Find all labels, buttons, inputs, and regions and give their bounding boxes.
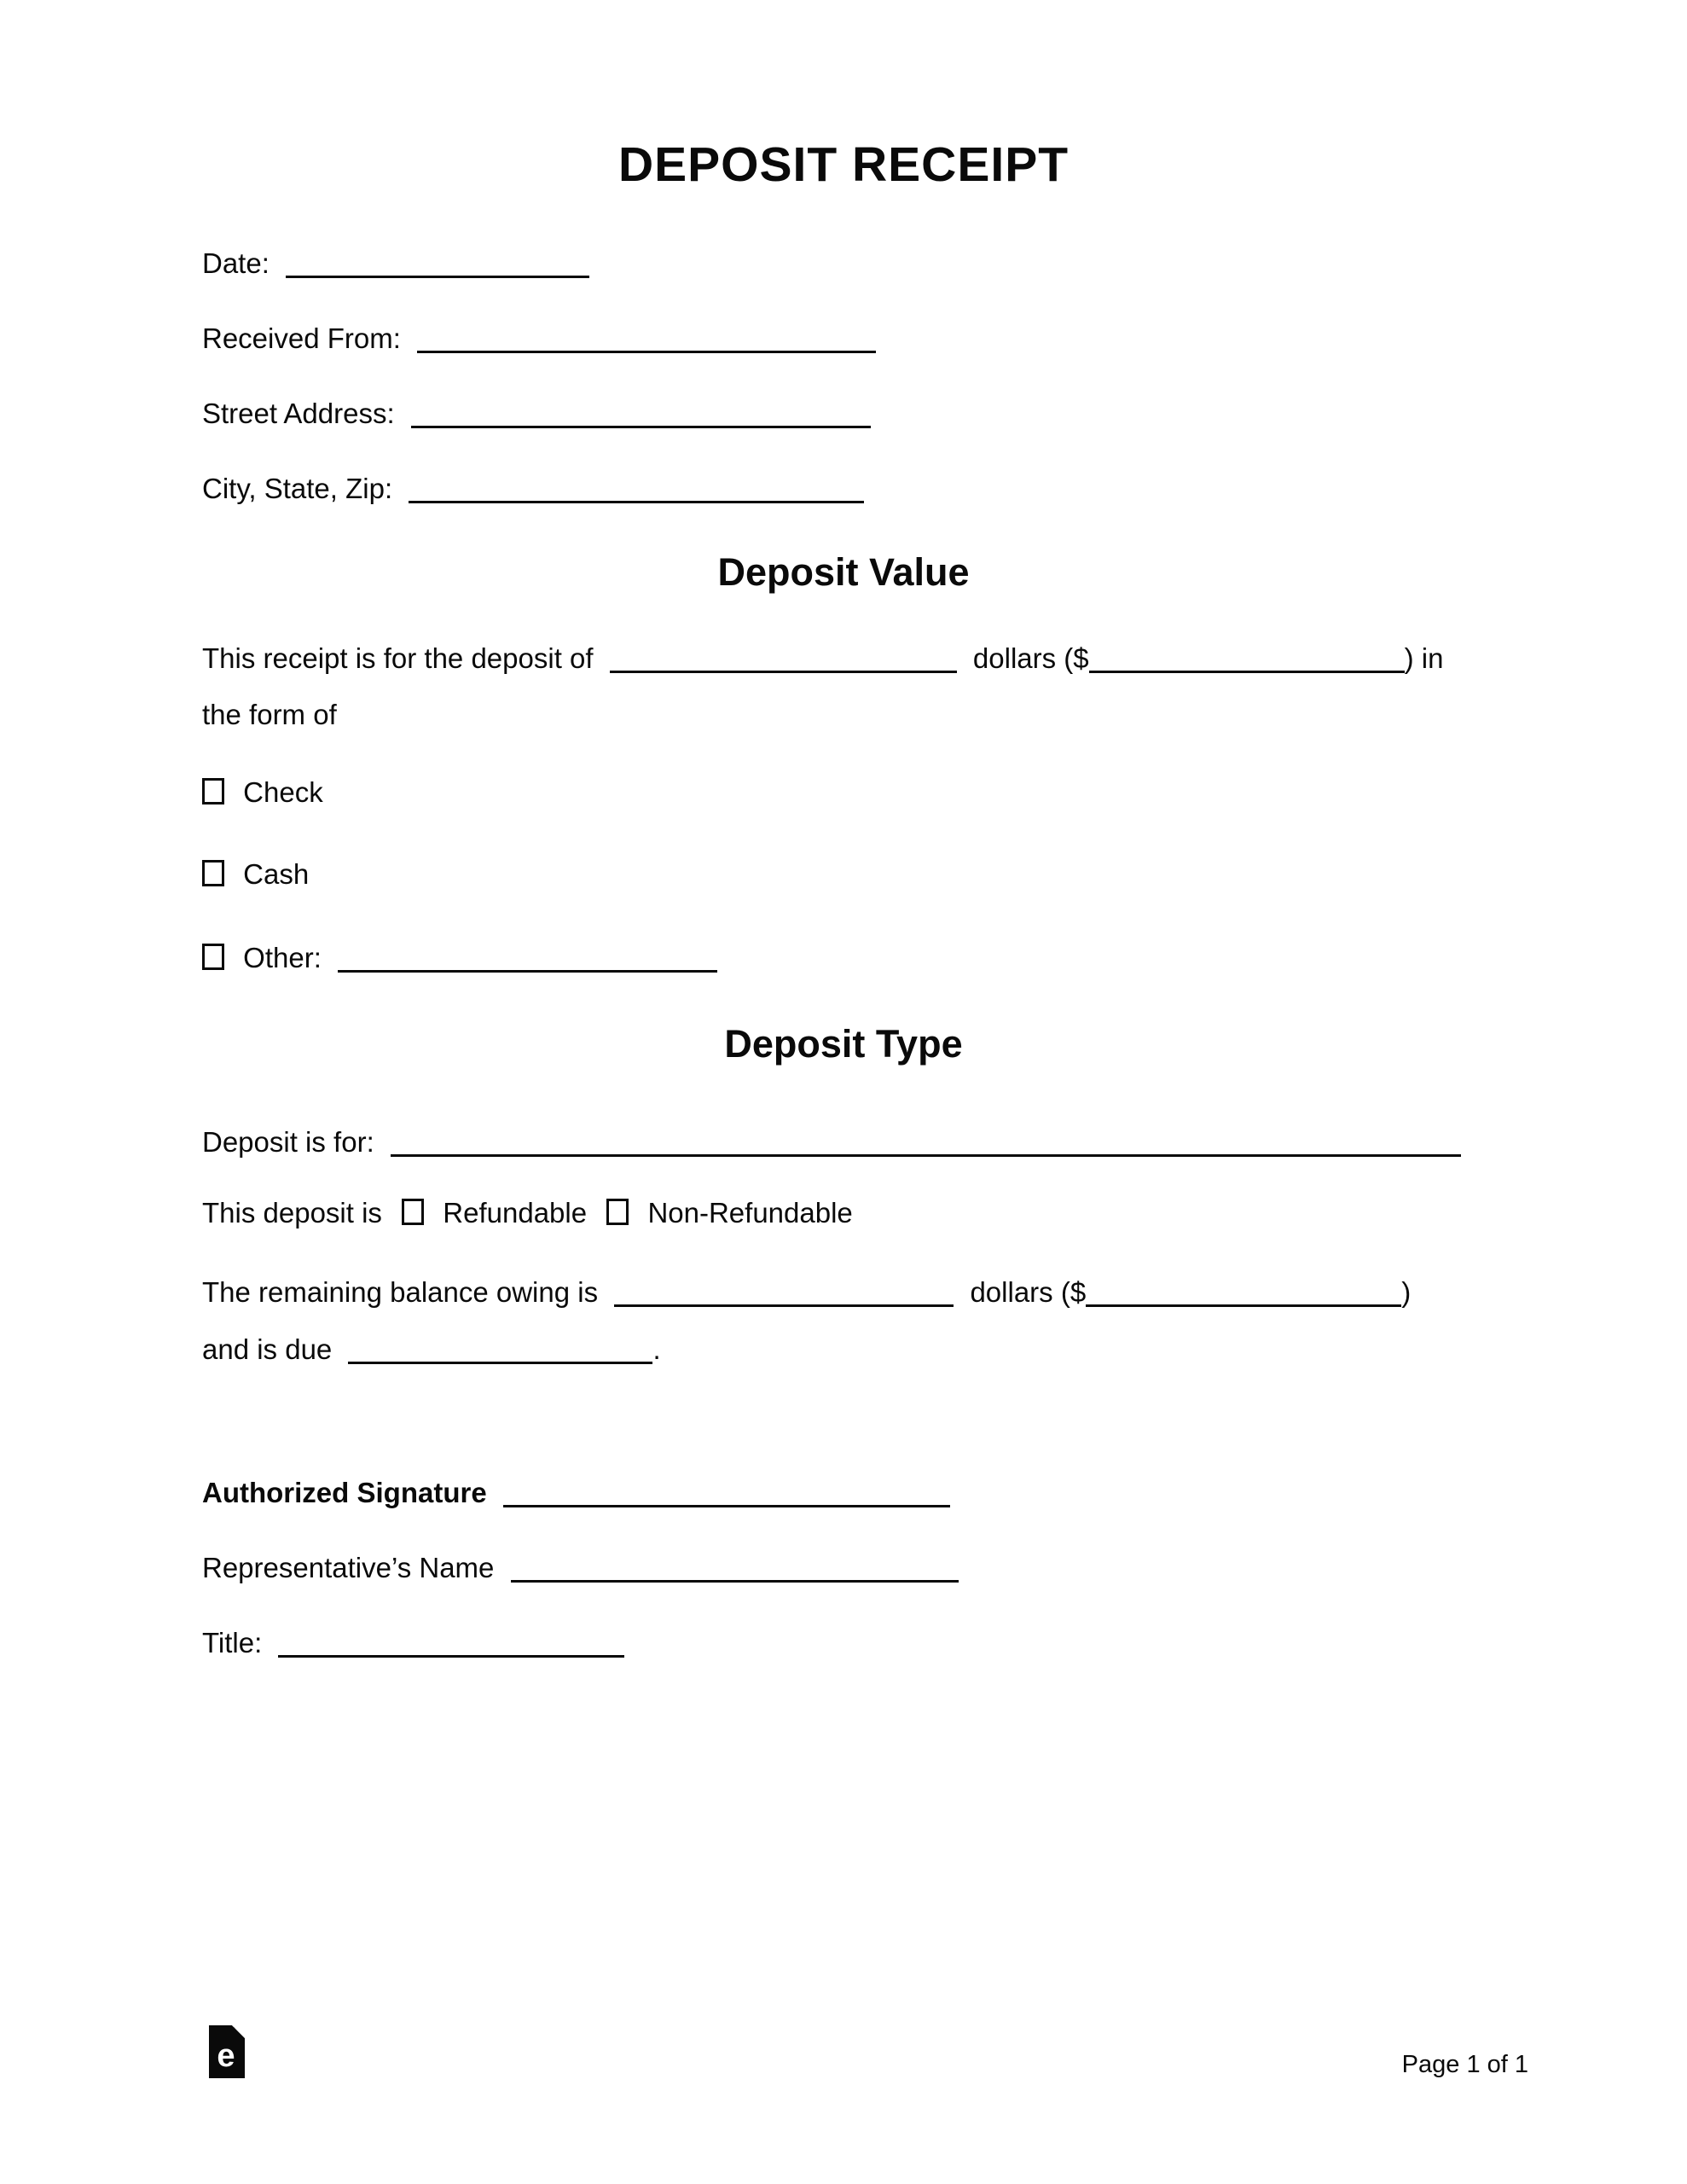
non-refundable-checkbox[interactable] [606,1199,629,1225]
in-text: ) in [1404,642,1444,674]
page-indicator: Page 1 of 1 [1401,2051,1528,2078]
title-field-row [202,1626,624,1660]
other-blank-line[interactable] [338,942,717,973]
balance-words-blank[interactable] [614,1276,954,1307]
refundable-checkbox[interactable] [402,1199,424,1225]
representative-name-label: Representative’s Name [202,1552,495,1583]
other-checkbox[interactable] [202,944,224,970]
received-from-field-row [202,322,876,356]
city-state-zip-field-row [202,472,864,506]
refund-prefix-text: This deposit is [202,1197,382,1228]
check-label: Check [243,776,323,808]
deposit-is-for-blank-line[interactable] [391,1126,1461,1157]
page-title: DEPOSIT RECEIPT [617,137,1070,192]
received-from-blank-line[interactable] [417,322,876,353]
received-from-label: Received From: [202,322,401,354]
deposit-sentence-text: This receipt is for the deposit of [202,642,594,674]
eforms-logo-icon [209,2025,245,2078]
authorized-signature-label: Authorized Signature [202,1477,487,1508]
refundable-row [202,1196,853,1230]
deposit-amount-words-blank[interactable] [610,642,957,673]
due-prefix-text: and is due [202,1333,333,1365]
other-label: Other: [243,942,322,973]
title-label: Title: [202,1627,263,1658]
balance-numeric-blank[interactable] [1086,1276,1401,1307]
city-state-zip-blank-line[interactable] [409,473,864,503]
date-label: Date: [202,247,270,279]
dollars-paren-text: dollars ($ [972,642,1089,674]
document-fold-icon [209,2025,245,2078]
refundable-label: Refundable [443,1197,588,1228]
logo-letter: e [217,2038,235,2074]
cash-label: Cash [243,858,310,890]
check-option-row [202,775,323,810]
street-address-label: Street Address: [202,398,395,429]
balance-text: The remaining balance owing is [202,1276,599,1308]
city-state-zip-label: City, State, Zip: [202,473,393,504]
check-checkbox[interactable] [202,778,224,804]
due-date-blank-line[interactable] [348,1333,652,1364]
due-period-text: . [652,1333,661,1365]
other-option-row [202,941,717,975]
representative-name-row [202,1551,959,1585]
title-blank-line[interactable] [278,1627,624,1658]
deposit-is-for-row [202,1125,1461,1159]
cash-checkbox[interactable] [202,860,224,886]
representative-name-blank-line[interactable] [511,1552,959,1583]
balance-dollars-paren-text: dollars ($ [970,1276,1087,1308]
non-refundable-label: Non-Refundable [647,1197,853,1228]
deposit-value-heading: Deposit Value [717,550,970,594]
balance-close-paren-text: ) [1401,1276,1412,1308]
deposit-type-heading: Deposit Type [724,1022,963,1066]
cash-option-row [202,857,309,892]
deposit-sentence-line2: the form of [202,699,337,730]
deposit-is-for-label: Deposit is for: [202,1126,374,1158]
date-field-row [202,247,589,281]
street-address-blank-line[interactable] [411,398,871,428]
deposit-sentence-line1 [202,642,1443,676]
authorized-signature-row [202,1476,950,1510]
authorized-signature-blank-line[interactable] [503,1477,950,1507]
due-date-row [202,1333,661,1367]
date-blank-line[interactable] [286,247,589,278]
deposit-amount-numeric-blank[interactable] [1089,642,1405,673]
remaining-balance-row [202,1275,1411,1310]
street-address-field-row [202,397,871,431]
